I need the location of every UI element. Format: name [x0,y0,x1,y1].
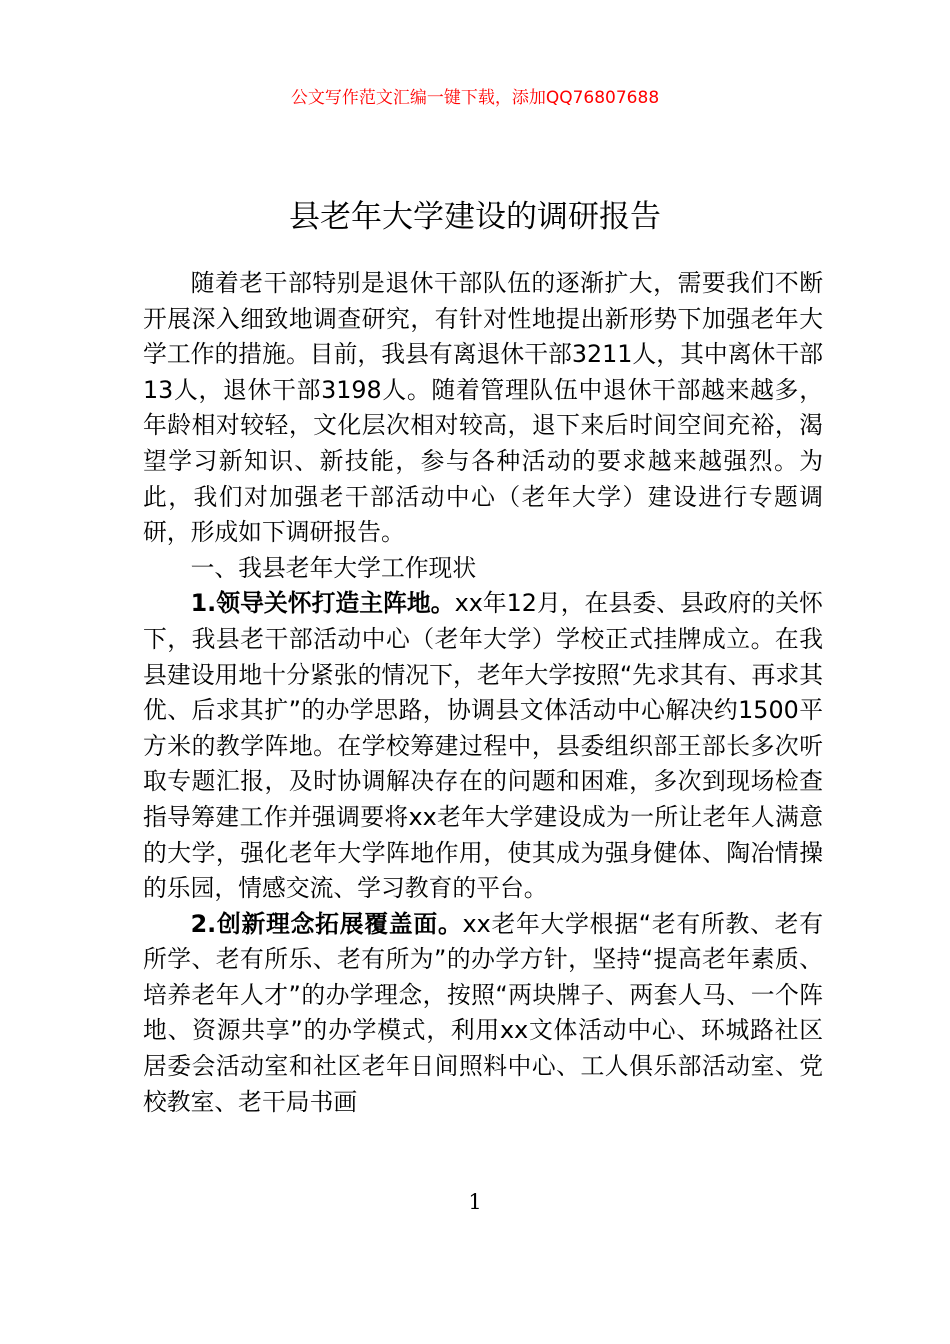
item-paragraph [143,907,823,1121]
document-title: 县老年大学建设的调研报告 [289,198,661,235]
item-heading: 2.创新理念拓展覆盖面。 [190,909,463,938]
page-number: 1 [468,1190,482,1214]
document-body [143,266,823,1120]
section-heading: 一、我县老年大学工作现状 [190,553,477,582]
item-paragraph [143,586,823,906]
item-text: xx老年大学根据“老有所教、老有所学、老有所乐、老有所为”的办学方针，坚持“提高老年素质、培养老年人才”的办学理念，按照“两块牌子、两套人马、一个阵地、资源共享”的办学模式，利用xx文体活动中心、环城路社区居委会活动室和社区老年日间照料中心、工人俱乐部活动室、党校教室、老干局书画 [143,909,823,1116]
item-heading: 1.领导关怀打造主阵地。 [190,589,455,618]
item-text: xx年12月，在县委、县政府的关怀下，我县老干部活动中心（老年大学）学校正式挂牌成立。在我县建设用地十分紧张的情况下，老年大学按照“先求其有、再求其优、后求其扩”的办学思路，协调县文体活动中心解决约1500平方米的教学阵地。在学校筹建过程中，县委组织部王部长多次听取专题汇报，及时协调解决存在的问题和困难，多次到现场检查指导筹建工作并强调要将xx老年大学建设成为一所让老年人满意的大学，强化老年大学阵地作用，使其成为强身健体、陶冶情操的乐园，情感交流、学习教育的平台。 [143,589,823,903]
intro-paragraph: 随着老干部特别是退休干部队伍的逐渐扩大，需要我们不断开展深入细致地调查研究，有针对性地提出新形势下加强老年大学工作的措施。目前，我县有离退休干部3211人，其中离休干部13人，退休干部3198人。随着管理队伍中退休干部越来越多，年龄相对较轻，文化层次相对较高，退下来后时间空间充裕，渴望学习新知识、新技能，参与各种活动的要求越来越强烈。为此，我们对加强老干部活动中心（老年大学）建设进行专题调研，形成如下调研报告。 [143,269,823,547]
watermark-text: 公文写作范文汇编一键下载，添加QQ76807688 [290,88,660,108]
